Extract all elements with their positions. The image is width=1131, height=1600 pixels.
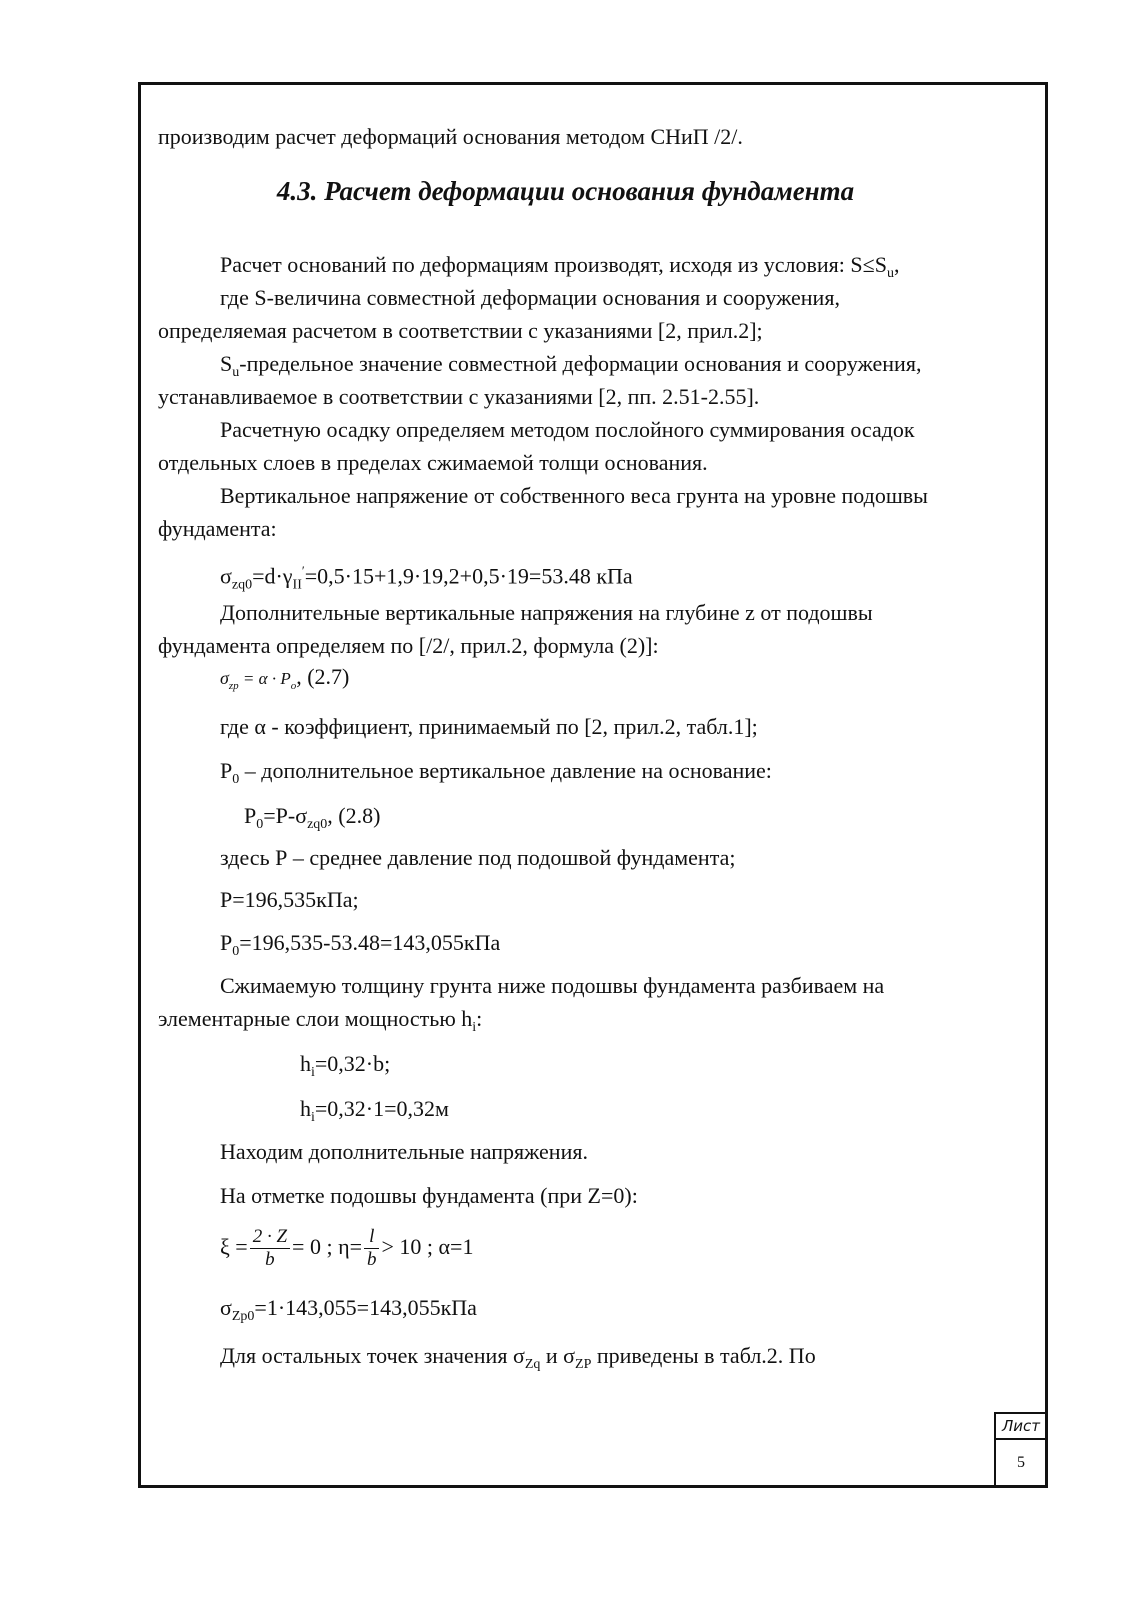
text-line: P=196,535кПа;	[220, 887, 359, 912]
text-line: Для остальных точек значения $\sigma_{Zq}$ и $\sigma_{ZP}$ приведены в табл.2. По	[220, 1343, 816, 1372]
text-line: где α - коэффициент, принимаемый по [2, прил.2, табл.1];	[220, 714, 758, 739]
equation-sigma-zp0: $\sigma_{Zp0}=1\cdot 143,055=143,055кПа$	[220, 1295, 477, 1324]
fraction: $\frac{2 \cdot Z}{b}$	[250, 1226, 290, 1271]
text-line: отдельных слоев в пределах сжимаемой толщи основания.	[158, 450, 708, 475]
text-line: определяемая расчетом в соответствии с указаниями [2, прил.2];	[158, 318, 763, 343]
text-line: элементарные слои мощностью $h_i$:	[158, 1006, 483, 1035]
text-line: Вертикальное напряжение от собственного веса грунта на уровне подошвы	[220, 483, 928, 508]
text-line: производим расчет деформаций основания методом СНиП /2/.	[158, 124, 743, 149]
paragraph-condition: Расчет оснований по деформациям производят, исходя из условия: $S\le S_u$,	[220, 252, 900, 281]
equation-hi: $h_i=0,32\cdot b$;	[300, 1051, 391, 1080]
section-title: 4.3. Расчет деформации основания фундамента	[276, 176, 855, 206]
text-line: $P_0$ – дополнительное вертикальное давление на основание:	[220, 758, 772, 787]
text-line: Расчетную осадку определяем методом послойного суммирования осадок	[220, 417, 915, 442]
text-line: $S_u$-предельное значение совместной деформации основания и сооружения,	[220, 351, 922, 380]
sheet-label: Лист	[996, 1414, 1046, 1440]
text-line: здесь Р – среднее давление под подошвой фундамента;	[220, 845, 736, 870]
equation-sigma-zq0: $\sigma_{zq0}=d\cdot\gamma_{II}'=0,5\cdot 15+1,9\cdot 19,2+0,5\cdot 19=53.48$ кПа	[220, 563, 633, 593]
fraction: $\frac{l}{b}$	[364, 1226, 380, 1271]
text-line: фундамента:	[158, 516, 277, 541]
text-line: Дополнительные вертикальные напряжения на глубине z от подошвы	[220, 600, 873, 625]
equation-xi-eta: ξ = $\frac{2 \cdot Z}{b}$ = 0 ; η= $\frac{l}{b}$ > 10 ; α=1	[220, 1226, 474, 1271]
text-line: На отметке подошвы фундамента (при Z=0):	[220, 1183, 638, 1208]
sheet-number: 5	[1017, 1454, 1025, 1471]
text-line: Находим дополнительные напряжения.	[220, 1139, 588, 1164]
text-line: фундамента определяем по [/2/, прил.2, формула (2)]:	[158, 633, 659, 658]
equation-2-8: $P_0=P-\sigma_{zq0}$, (2.8)	[244, 803, 381, 832]
text-line: $P_0=196,535-53.48=143,055кПа$	[220, 930, 501, 959]
sheet-number-box	[994, 1412, 1048, 1488]
equation-hi-value: $h_i=0,32\cdot 1=0,32м$	[300, 1096, 449, 1125]
text-line: устанавливаемое в соответствии с указаниями [2, пп. 2.51-2.55].	[158, 384, 760, 409]
text-line: Сжимаемую толщину грунта ниже подошвы фундамента разбиваем на	[220, 973, 885, 998]
equation-2-7: $\sigma_{zp} = \alpha \cdot P_o$, (2.7)	[220, 664, 350, 692]
text-line: где S-величина совместной деформации основания и сооружения,	[220, 285, 840, 310]
